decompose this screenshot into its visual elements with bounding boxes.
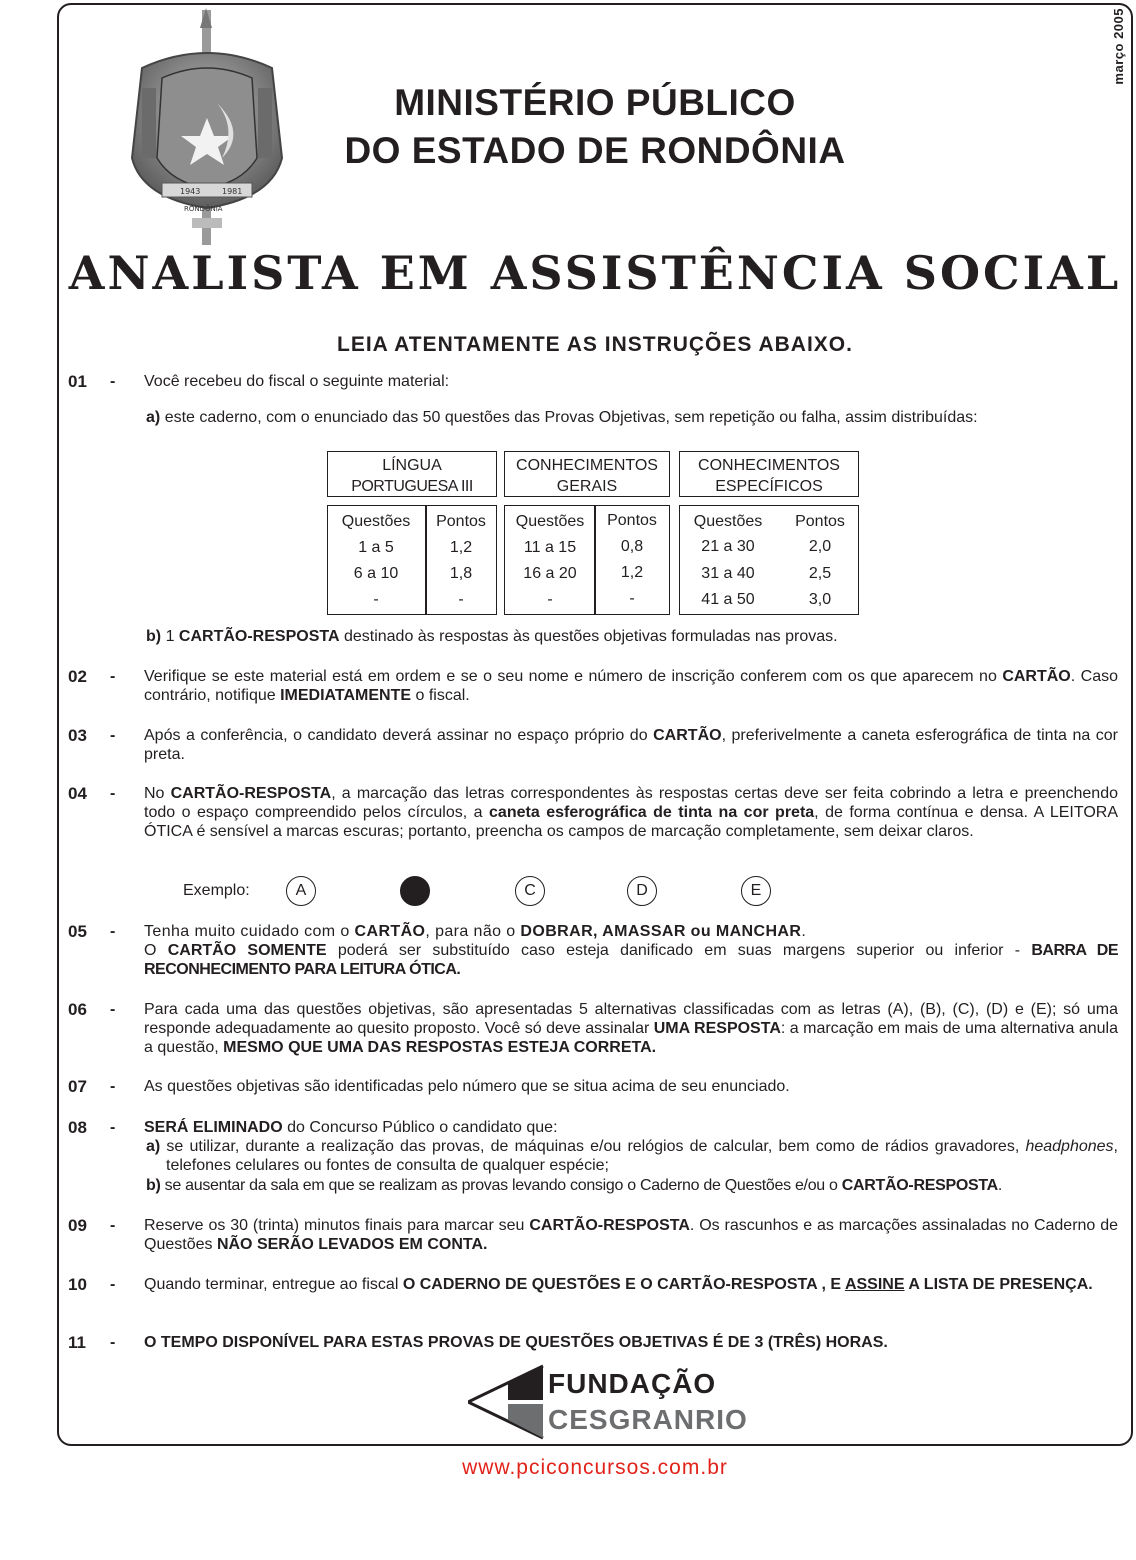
gerais-title1: CONHECIMENTOS (516, 457, 658, 474)
item-dash: - (110, 727, 116, 744)
sub-text: este caderno, com o enunciado das 50 questões das Provas Objetivas, sem repetição ou falha, assim distribuídas: (164, 409, 978, 426)
lingua-r2-q: 6 a 10 (353, 565, 399, 582)
item-number: 09 (68, 1216, 87, 1235)
item-dash: - (110, 1217, 116, 1234)
logo-line2: CESGRANRIO (548, 1404, 748, 1435)
instruction-09 (68, 1216, 1118, 1254)
gerais-r2-p: 1,2 (620, 564, 644, 581)
sub-label: b) (146, 1177, 161, 1194)
example-bubble-d: D (627, 876, 657, 906)
title-line2: DO ESTADO DE RONDÔNIA (344, 130, 846, 171)
gerais-r1-q: 11 a 15 (523, 539, 577, 556)
sub-label: a) (146, 1138, 161, 1155)
item-dash: - (110, 668, 116, 685)
logo-line1: FUNDAÇÃO (548, 1368, 717, 1399)
example-bubble-e: E (741, 876, 771, 906)
lingua-title1: LÍNGUA (382, 457, 442, 474)
item-number: 01 (68, 372, 87, 391)
instruction-01b: b) 1 CARTÃO-RESPOSTA destinado às respostas às questões objetivas formuladas nas provas. (146, 628, 838, 645)
especificos-r2-q: 31 a 40 (701, 565, 755, 582)
role-title: ANALISTA EM ASSISTÊNCIA SOCIAL (68, 246, 1122, 300)
example-bubble-a: A (286, 876, 316, 906)
item-text: Reserve os 30 (trinta) minutos finais para marcar seu CARTÃO-RESPOSTA. Os rascunhos e as marcações assinaladas no Caderno de Questões NÃO SERÃO LEVADOS EM CONTA. (144, 1217, 1119, 1253)
lingua-r1-p: 1,2 (449, 539, 473, 556)
instruction-08b: b) se ausentar da sala em que se realizam as provas levando consigo o Caderno de Questões e/ou o CARTÃO-RESPOSTA. (146, 1177, 1003, 1194)
especificos-r3-q: 41 a 50 (701, 591, 755, 608)
instruction-03 (68, 726, 1118, 764)
item-number: 06 (68, 1000, 87, 1019)
gerais-r2-q: 16 a 20 (523, 565, 577, 582)
lingua-r3-p: - (458, 591, 464, 608)
instructions-heading: LEIA ATENTAMENTE AS INSTRUÇÕES ABAIXO. (337, 333, 853, 356)
lingua-r2-p: 1,8 (449, 565, 473, 582)
item-dash: - (110, 1276, 116, 1293)
lingua-h-pontos: Pontos (436, 513, 486, 530)
especificos-title1: CONHECIMENTOS (698, 457, 840, 474)
item-number: 08 (68, 1118, 87, 1137)
item-number: 05 (68, 922, 87, 941)
item-dash: - (110, 1334, 116, 1351)
especificos-r1-q: 21 a 30 (701, 538, 755, 555)
item-number: 02 (68, 667, 87, 686)
item-number: 07 (68, 1077, 87, 1096)
especificos-r3-p: 3,0 (808, 591, 832, 608)
item-number: 11 (68, 1333, 86, 1352)
item-text: No CARTÃO-RESPOSTA, a marcação das letras correspondentes às respostas certas deve ser feita cobrindo a letra e preenchendo todo o espaço compreendido pelos círculos, a caneta esferográfica de tinta na cor preta, de forma contínua e densa. A LEITORA ÓTICA é sensível a marcas escuras; portanto, preencha os campos de marcação completamente, sem deixar claros. (144, 785, 1118, 840)
instruction-01a (146, 408, 1118, 427)
sub-label: b) (146, 628, 162, 645)
item-text: As questões objetivas são identificadas pelo número que se situa acima de seu enunciado. (144, 1078, 790, 1095)
especificos-title2: ESPECÍFICOS (715, 478, 823, 495)
gerais-h-questoes: Questões (515, 513, 585, 530)
instruction-02 (68, 667, 1118, 705)
lingua-title2: PORTUGUESA III (351, 478, 473, 495)
item-text: Após a conferência, o candidato deverá assinar no espaço próprio do CARTÃO, preferivelmente a caneta esferográfica de tinta na cor preta. (144, 727, 1118, 763)
gerais-r3-q: - (547, 591, 553, 608)
title-line1: MINISTÉRIO PÚBLICO (394, 82, 796, 123)
seal-year-right: 1981 (222, 187, 243, 196)
gerais-r3-p: - (629, 590, 635, 607)
item-dash: - (110, 1078, 116, 1095)
instruction-01 (68, 372, 1118, 391)
sub-label: a) (146, 409, 161, 426)
item-text: Tenha muito cuidado com o CARTÃO, para não o DOBRAR, AMASSAR ou MANCHAR. O CARTÃO SOMENTE poderá ser substituído caso esteja danificado em suas margens superior ou inferior - BARRA DE RECONHECIMENTO PARA LEITURA ÓTICA. (144, 923, 1119, 978)
example-bubble-b-filled (400, 876, 430, 906)
example-bubble-c: C (515, 876, 545, 906)
item-number: 04 (68, 784, 87, 803)
item-dash: - (110, 373, 116, 390)
gerais-r1-p: 0,8 (620, 538, 644, 555)
item-text: Verifique se este material está em ordem e se o seu nome e número de inscrição conferem com os que aparecem no CARTÃO. Caso contrário, notifique IMEDIATAMENTE o fiscal. (144, 668, 1119, 704)
especificos-r1-p: 2,0 (808, 538, 832, 555)
instruction-06 (68, 1000, 1118, 1057)
especificos-r2-p: 2,5 (808, 565, 832, 582)
item-text: SERÁ ELIMINADO do Concurso Público o candidato que: (144, 1119, 558, 1136)
gerais-title2: GERAIS (556, 478, 618, 495)
instruction-04 (68, 784, 1118, 841)
item-text: Para cada uma das questões objetivas, são apresentadas 5 alternativas classificadas com as letras (A), (B), (C), (D) e (E); só uma responde adequadamente ao quesito proposto. Você só deve assinalar UMA RESPOSTA: a marcação em mais de uma alternativa anula a questão, MESMO QUE UMA DAS RESPOSTAS ESTEJA CORRETA. (144, 1001, 1118, 1056)
item-text: Quando terminar, entregue ao fiscal O CADERNO DE QUESTÕES E O CARTÃO-RESPOSTA , E ASSINE A LISTA DE PRESENÇA. (144, 1276, 1093, 1293)
seal-year-left: 1943 (180, 187, 201, 196)
lingua-h-questoes: Questões (341, 513, 411, 530)
instruction-08a: a) se utilizar, durante a realização das provas, de máquinas e/ou relógios de calcular, bem como de rádios gravadores, headphones, telefones celulares ou fontes de consulta de qualquer espécie; (146, 1138, 1118, 1174)
instruction-08 (68, 1118, 1118, 1137)
instruction-11 (68, 1333, 1118, 1352)
item-dash: - (110, 923, 116, 940)
instruction-05 (68, 922, 1118, 979)
instruction-07 (68, 1077, 1118, 1096)
item-number: 10 (68, 1275, 87, 1294)
lingua-r1-q: 1 a 5 (358, 539, 394, 556)
item-text: Você recebeu do fiscal o seguinte material: (144, 373, 450, 390)
seal-banner: RONDÔNIA (184, 205, 223, 213)
especificos-h-questoes: Questões (693, 513, 763, 530)
instruction-10 (68, 1275, 1118, 1294)
date-stamp: março 2005 (1111, 8, 1126, 85)
item-number: 03 (68, 726, 87, 745)
gerais-h-pontos: Pontos (607, 512, 657, 529)
example-label: Exemplo: (183, 882, 250, 899)
lingua-r3-q: - (373, 591, 379, 608)
footer-url[interactable]: www.pciconcursos.com.br (462, 1456, 728, 1479)
item-text: O TEMPO DISPONÍVEL PARA ESTAS PROVAS DE QUESTÕES OBJETIVAS É DE 3 (TRÊS) HORAS. (144, 1334, 888, 1351)
especificos-h-pontos: Pontos (795, 513, 845, 530)
item-dash: - (110, 1119, 116, 1136)
item-dash: - (110, 785, 116, 802)
item-dash: - (110, 1001, 116, 1018)
